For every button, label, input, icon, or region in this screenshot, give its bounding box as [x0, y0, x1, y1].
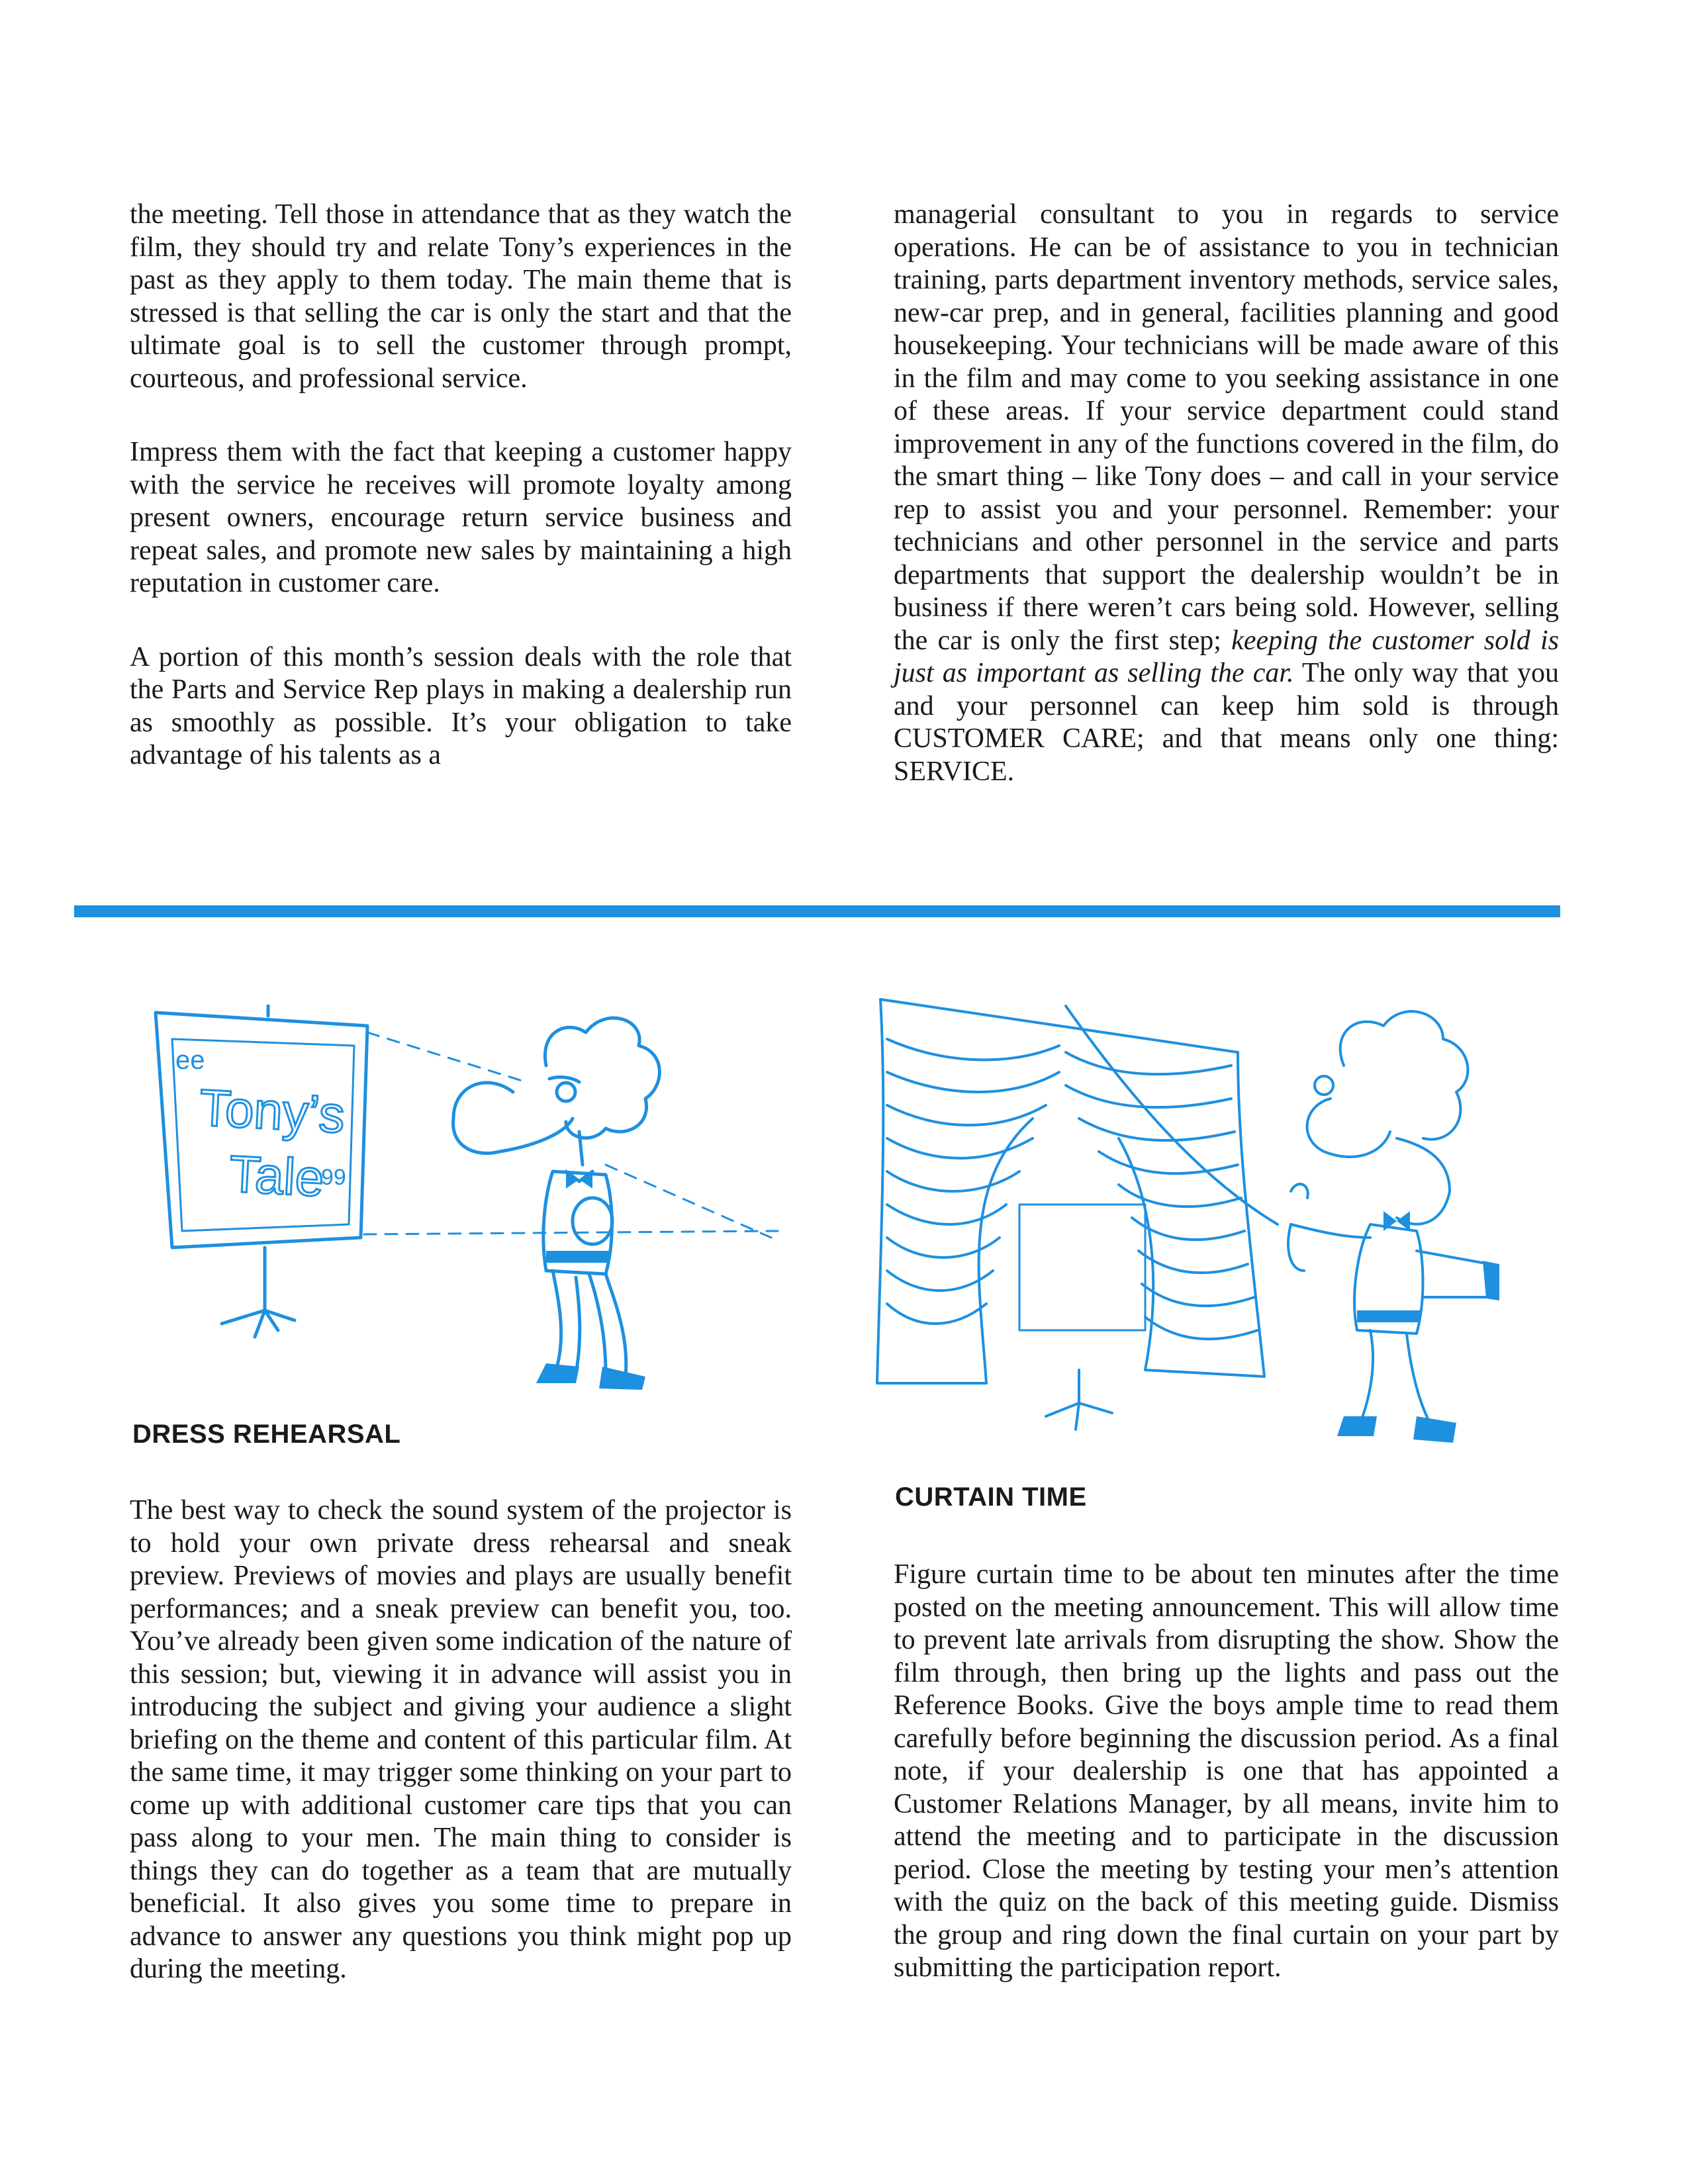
paragraph: The best way to check the sound system of the projector is to hold your own private dress rehearsal and sneak preview. Previews of movies and plays are usually benefit performances; and a sneak preview can benefit you, too. You’ve already been given some indication of the nature of this session; but, viewing it in advance will assist you in introducing the subject and giving your audience a slight briefing on the theme and content of this particular film. At the same time, it may trigger some thinking on your part to come up with additional customer care tips that you can pass along to your men. The main thing to consider is things they can do together as a team that are mutually beneficial. It also gives you some time to prepare in advance to answer any questions you think might pop up during the meeting. — [130, 1495, 792, 1984]
quote-mark-icon: ee — [175, 1046, 205, 1075]
emphasis-text: keeping the customer sold is just as important as selling the car. — [894, 625, 1559, 688]
dress-rehearsal-body — [130, 1494, 792, 1986]
section-heading-curtain-time: CURTAIN TIME — [895, 1482, 1087, 1512]
paragraph: Impress them with the fact that keeping a customer happy with the service he receives will promote loyalty among present owners, encourage return service business and repeat sales, and promote new sales by maintaining a high reputation in customer care. — [130, 437, 792, 598]
curtain-illustration — [867, 986, 1569, 1449]
section-divider — [74, 905, 1560, 917]
quote-mark-icon: 99 — [321, 1165, 346, 1190]
section-heading-dress-rehearsal: DRESS REHEARSAL — [132, 1420, 401, 1449]
projector-screen-illustration — [142, 993, 804, 1410]
screen-title-line2: Tale — [228, 1144, 326, 1208]
paragraph: the meeting. Tell those in attendance that as they watch the film, they should try and relate Tony’s experiences in the past as they apply to them today. The main theme that is stressed is that selling the car is only the start and that the ultimate goal is to sell the customer through prompt, courteous, and professional service. — [130, 199, 792, 394]
curtain-time-body — [894, 1559, 1559, 1985]
paragraph-text: managerial consultant to you in regards to service operations. He can be of assistance to you in technician training, parts department inventory methods, service sales, new-car prep, and in general, facilities planning and good housekeeping. Your technicians will be made aware of this in the film and may come to you seeking assistance in one of these areas. If your service department could stand improvement in any of the functions covered in the film, do the smart thing – like Tony does – and call in your service rep to assist you and your personnel. Remember: your technicians and other personnel in the service and parts departments that support the dealership wouldn’t be in business if there weren’t cars being sold. However, selling the car is only the first step; — [894, 199, 1559, 656]
screen-title-line1: Tony’s — [198, 1078, 347, 1144]
paragraph: A portion of this month’s session deals with the role that the Parts and Service Rep plays in making a dealership run as smoothly as possible. It’s your obligation to take advantage of his talents as a — [130, 641, 792, 770]
paragraph — [894, 199, 1559, 788]
top-right-column — [894, 199, 1559, 788]
top-left-column — [130, 199, 792, 772]
paragraph-text: The only way that you and your personnel can keep him sold is through CUSTOMER CARE; and that means only one thing: SERVICE. — [894, 658, 1559, 787]
paragraph: Figure curtain time to be about ten minutes after the time posted on the meeting announcement. This will allow time to prevent late arrivals from disrupting the show. Show the film through, then bring up the lights and pass out the Reference Books. Give the boys ample time to read them carefully before beginning the discussion period. As a final note, if your dealership is one that has appointed a Customer Relations Manager, by all means, invite him to attend the meeting and to participate in the discussion period. Close the meeting by testing your men’s attention with the quiz on the back of this meeting guide. Dismiss the group and ring down the final curtain on your part by submitting the participation report. — [894, 1559, 1559, 1983]
